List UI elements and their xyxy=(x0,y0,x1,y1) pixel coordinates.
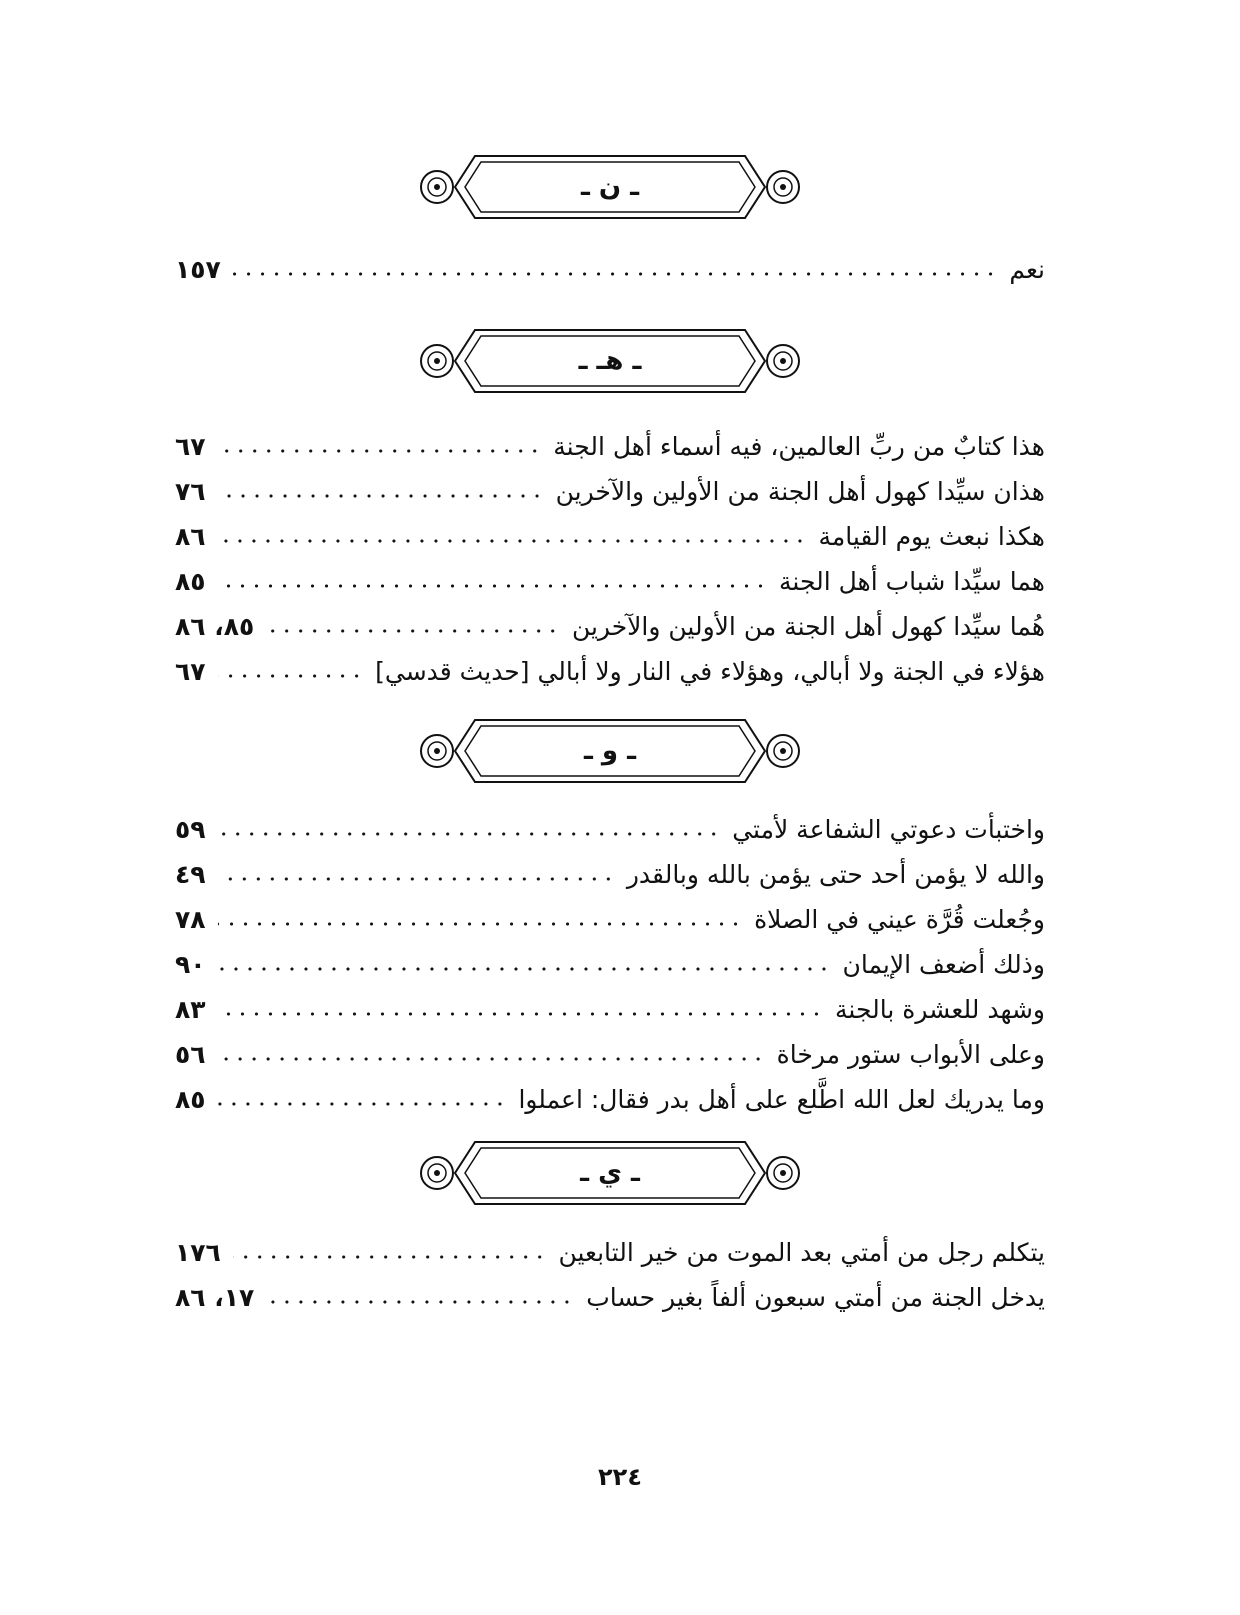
entry-text: وعلى الأبواب ستور مرخاة xyxy=(776,1039,1045,1069)
entry-text: واختبأت دعوتي الشفاعة لأمتي xyxy=(732,814,1045,844)
entry-page: ٩٠ xyxy=(175,949,206,979)
entry-page: ١٧٦ xyxy=(175,1237,221,1267)
leader-dots xyxy=(233,1255,547,1259)
entry-page: ٨٥ xyxy=(175,566,206,596)
leader-dots xyxy=(233,272,998,276)
entry-page: ٨٥، ٨٦ xyxy=(175,611,255,641)
entry-text: وجُعلت قُرَّة عيني في الصلاة xyxy=(754,904,1045,934)
leader-dots xyxy=(218,1012,823,1016)
index-entry xyxy=(175,1275,1045,1319)
index-entry xyxy=(175,1230,1045,1274)
entry-page: ٥٩ xyxy=(175,814,206,844)
index-entry xyxy=(175,247,1045,291)
section-letter: ـ و ـ xyxy=(583,736,637,766)
entry-text: هذا كتابٌ من ربِّ العالمين، فيه أسماء أهل الجنة xyxy=(553,431,1045,461)
entry-page: ٧٦ xyxy=(175,476,206,506)
leader-dots xyxy=(218,494,544,498)
index-entry xyxy=(175,1032,1045,1076)
entry-page: ١٥٧ xyxy=(175,254,221,284)
entry-text: وشهد للعشرة بالجنة xyxy=(835,994,1045,1024)
leader-dots xyxy=(218,539,807,543)
page-number: ٢٢٤ xyxy=(598,1463,642,1491)
leader-dots xyxy=(218,832,721,836)
index-entry xyxy=(175,852,1045,896)
entry-text: نعم xyxy=(1009,254,1045,284)
leader-dots xyxy=(218,967,831,971)
leader-dots xyxy=(218,449,542,453)
entry-text: هُما سيِّدا كهول أهل الجنة من الأولين والآخرين xyxy=(571,611,1045,641)
index-entry xyxy=(175,897,1045,941)
section-letter: ـ ن ـ xyxy=(580,172,640,202)
leader-dots xyxy=(218,922,743,926)
index-entry xyxy=(175,1077,1045,1121)
leader-dots xyxy=(266,629,560,633)
entry-text: يدخل الجنة من أمتي سبعون ألفاً بغير حساب xyxy=(586,1282,1045,1312)
index-entry xyxy=(175,942,1045,986)
entry-page: ٧٨ xyxy=(175,904,206,934)
entry-text: هؤلاء في الجنة ولا أبالي، وهؤلاء في النار ولا أبالي [حديث قدسي] xyxy=(375,656,1045,686)
leader-dots xyxy=(218,584,768,588)
index-entry xyxy=(175,514,1045,558)
entry-text: يتكلم رجل من أمتي بعد الموت من خير التابعين xyxy=(558,1237,1045,1267)
index-entry xyxy=(175,559,1045,603)
entry-text: هكذا نبعث يوم القيامة xyxy=(818,521,1045,551)
leader-dots xyxy=(266,1300,574,1304)
entry-page: ١٧، ٨٦ xyxy=(175,1282,255,1312)
index-entry xyxy=(175,987,1045,1031)
section-header-ya xyxy=(415,1134,805,1212)
section-header-waw xyxy=(415,712,805,790)
index-entry xyxy=(175,604,1045,648)
leader-dots xyxy=(218,674,364,678)
entry-page: ٥٦ xyxy=(175,1039,206,1069)
entry-page: ٨٥ xyxy=(175,1084,206,1114)
section-letter: ـ هـ ـ xyxy=(578,346,642,376)
entry-text: وذلك أضعف الإيمان xyxy=(842,949,1045,979)
section-header-nun xyxy=(415,148,805,226)
leader-dots xyxy=(218,1102,507,1106)
entry-text: وما يدريك لعل الله اطَّلع على أهل بدر فقال: اعملوا xyxy=(518,1084,1045,1114)
entry-page: ٤٩ xyxy=(175,859,206,889)
index-entry xyxy=(175,807,1045,851)
index-entry xyxy=(175,649,1045,693)
section-letter: ـ ي ـ xyxy=(580,1158,640,1188)
index-entry xyxy=(175,469,1045,513)
entry-page: ٦٧ xyxy=(175,656,206,686)
section-header-ha xyxy=(415,322,805,400)
index-entry xyxy=(175,424,1045,468)
entry-page: ٦٧ xyxy=(175,431,206,461)
entry-text: هذان سيِّدا كهول أهل الجنة من الأولين والآخرين xyxy=(555,476,1045,506)
leader-dots xyxy=(218,877,615,881)
leader-dots xyxy=(218,1057,765,1061)
entry-page: ٨٣ xyxy=(175,994,206,1024)
entry-page: ٨٦ xyxy=(175,521,206,551)
entry-text: هما سيِّدا شباب أهل الجنة xyxy=(779,566,1045,596)
entry-text: والله لا يؤمن أحد حتى يؤمن بالله وبالقدر xyxy=(626,859,1045,889)
